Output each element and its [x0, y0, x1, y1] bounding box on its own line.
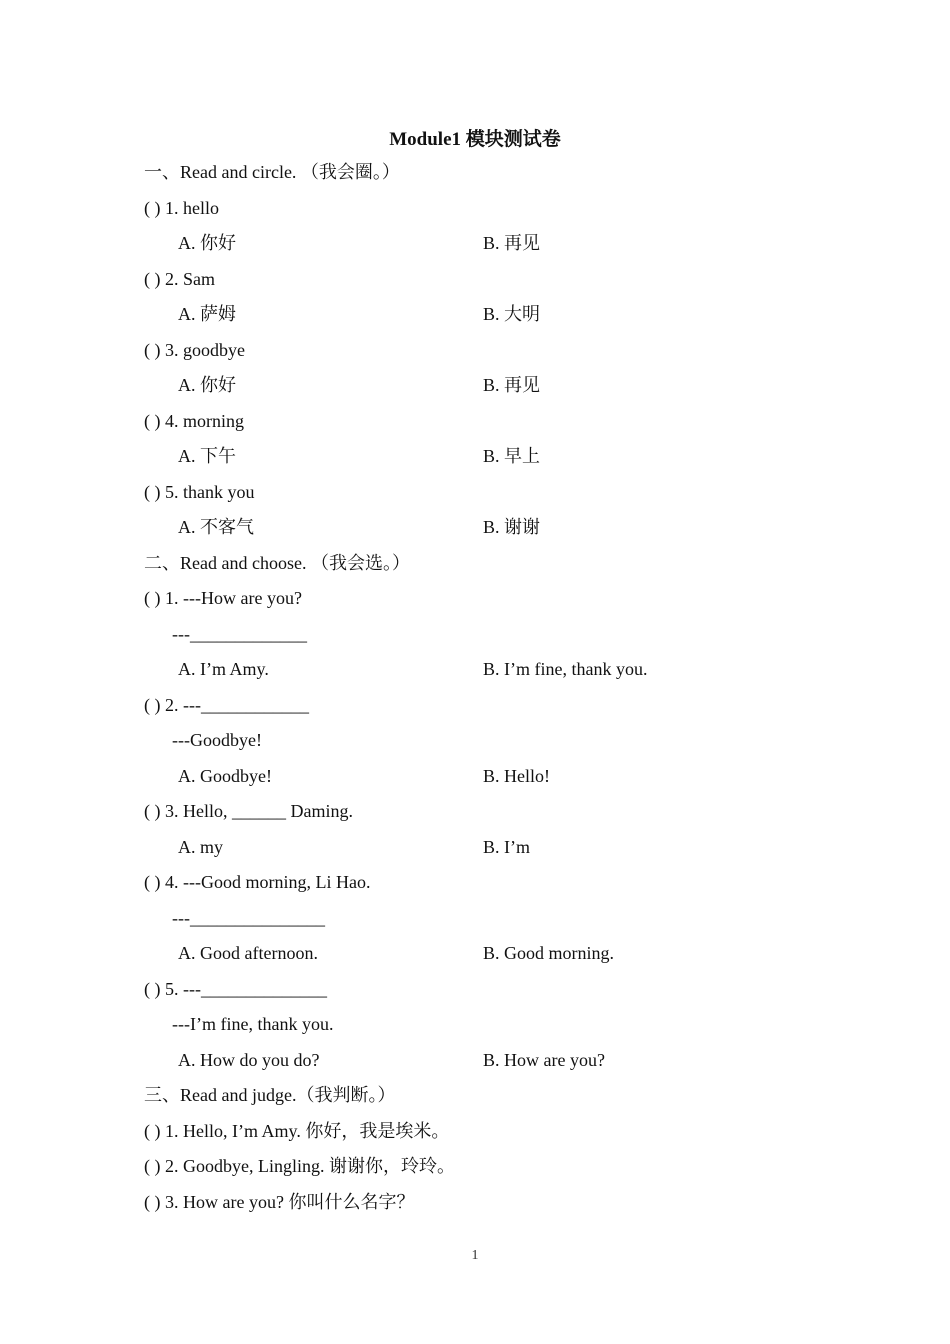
s1-question-5 [144, 479, 255, 505]
answer-paren: ( ) [144, 1192, 161, 1212]
s2-q3-option-a: A. my [178, 837, 223, 857]
s2-q1-option-b: B. I’m fine, thank you. [483, 659, 648, 679]
s2-q1-option-a: A. I’m Amy. [178, 659, 269, 679]
question-text: 4. morning [165, 411, 244, 431]
answer-paren: ( ) [144, 695, 161, 715]
s2-q5-option-b: B. How are you? [483, 1050, 605, 1070]
question-text: 2. ---____________ [165, 695, 309, 715]
s2-question-5 [144, 976, 327, 1002]
answer-paren: ( ) [144, 1121, 161, 1141]
s2-q5-option-a: A. How do you do? [178, 1050, 320, 1070]
question-text: 2. Goodbye, Lingling. 谢谢你，玲玲。 [165, 1156, 455, 1176]
s2-q4-option-a: A. Good afternoon. [178, 943, 318, 963]
s1-question-3 [144, 337, 245, 363]
s1-question-1 [144, 195, 219, 221]
s2-question-4 [144, 869, 370, 895]
s2-q4-response-line: ---_______________ [172, 908, 325, 928]
s2-question-3 [144, 798, 353, 824]
answer-paren: ( ) [144, 340, 161, 360]
question-text: 5. ---______________ [165, 979, 327, 999]
question-text: 2. Sam [165, 269, 216, 289]
answer-paren: ( ) [144, 588, 161, 608]
question-text: 5. thank you [165, 482, 255, 502]
question-text: 3. Hello, ______ Daming. [165, 801, 353, 821]
section2-heading: 二、Read and choose. （我会选。） [144, 553, 410, 573]
s1-q2-option-a: A. 萨姆 [178, 304, 236, 324]
answer-paren: ( ) [144, 198, 161, 218]
s2-q1-response-line: ---_____________ [172, 624, 307, 644]
s2-q4-option-b: B. Good morning. [483, 943, 615, 963]
answer-paren: ( ) [144, 979, 161, 999]
s1-q4-option-a: A. 下午 [178, 446, 236, 466]
s1-q4-option-b: B. 早上 [483, 446, 541, 466]
s2-q5-response-line: ---I’m fine, thank you. [172, 1014, 334, 1034]
question-text: 3. How are you? 你叫什么名字？ [165, 1192, 415, 1212]
answer-paren: ( ) [144, 1156, 161, 1176]
answer-paren: ( ) [144, 411, 161, 431]
s1-q5-option-a: A. 不客气 [178, 517, 254, 537]
question-text: 4. ---Good morning, Li Hao. [165, 872, 371, 892]
answer-paren: ( ) [144, 872, 161, 892]
answer-paren: ( ) [144, 269, 161, 289]
s2-q2-response-line: ---Goodbye! [172, 730, 262, 750]
answer-paren: ( ) [144, 482, 161, 502]
question-text: 1. hello [165, 198, 219, 218]
s1-q5-option-b: B. 谢谢 [483, 517, 541, 537]
section3-heading: 三、Read and judge.（我判断。） [144, 1085, 396, 1105]
s1-q3-option-a: A. 你好 [178, 375, 236, 395]
answer-paren: ( ) [144, 801, 161, 821]
s2-q3-option-b: B. I’m [483, 837, 530, 857]
page-number: 1 [471, 1248, 479, 1263]
question-text: 1. Hello, I’m Amy. 你好，我是埃米。 [165, 1121, 450, 1141]
s2-q2-option-a: A. Goodbye! [178, 766, 272, 786]
s2-question-2 [144, 692, 309, 718]
s1-question-2 [144, 266, 215, 292]
s1-q2-option-b: B. 大明 [483, 304, 541, 324]
question-text: 1. ---How are you? [165, 588, 302, 608]
s2-question-1 [144, 585, 302, 611]
section1-heading: 一、Read and circle. （我会圈。） [144, 162, 400, 182]
s3-question-1 [144, 1118, 449, 1144]
page-title: Module1 模块测试卷 [389, 129, 561, 150]
s3-question-2 [144, 1153, 455, 1179]
s1-q3-option-b: B. 再见 [483, 375, 541, 395]
s2-q2-option-b: B. Hello! [483, 766, 550, 786]
s1-q1-option-a: A. 你好 [178, 233, 236, 253]
s1-q1-option-b: B. 再见 [483, 233, 541, 253]
s3-question-3 [144, 1189, 414, 1215]
s1-question-4 [144, 408, 244, 434]
question-text: 3. goodbye [165, 340, 245, 360]
